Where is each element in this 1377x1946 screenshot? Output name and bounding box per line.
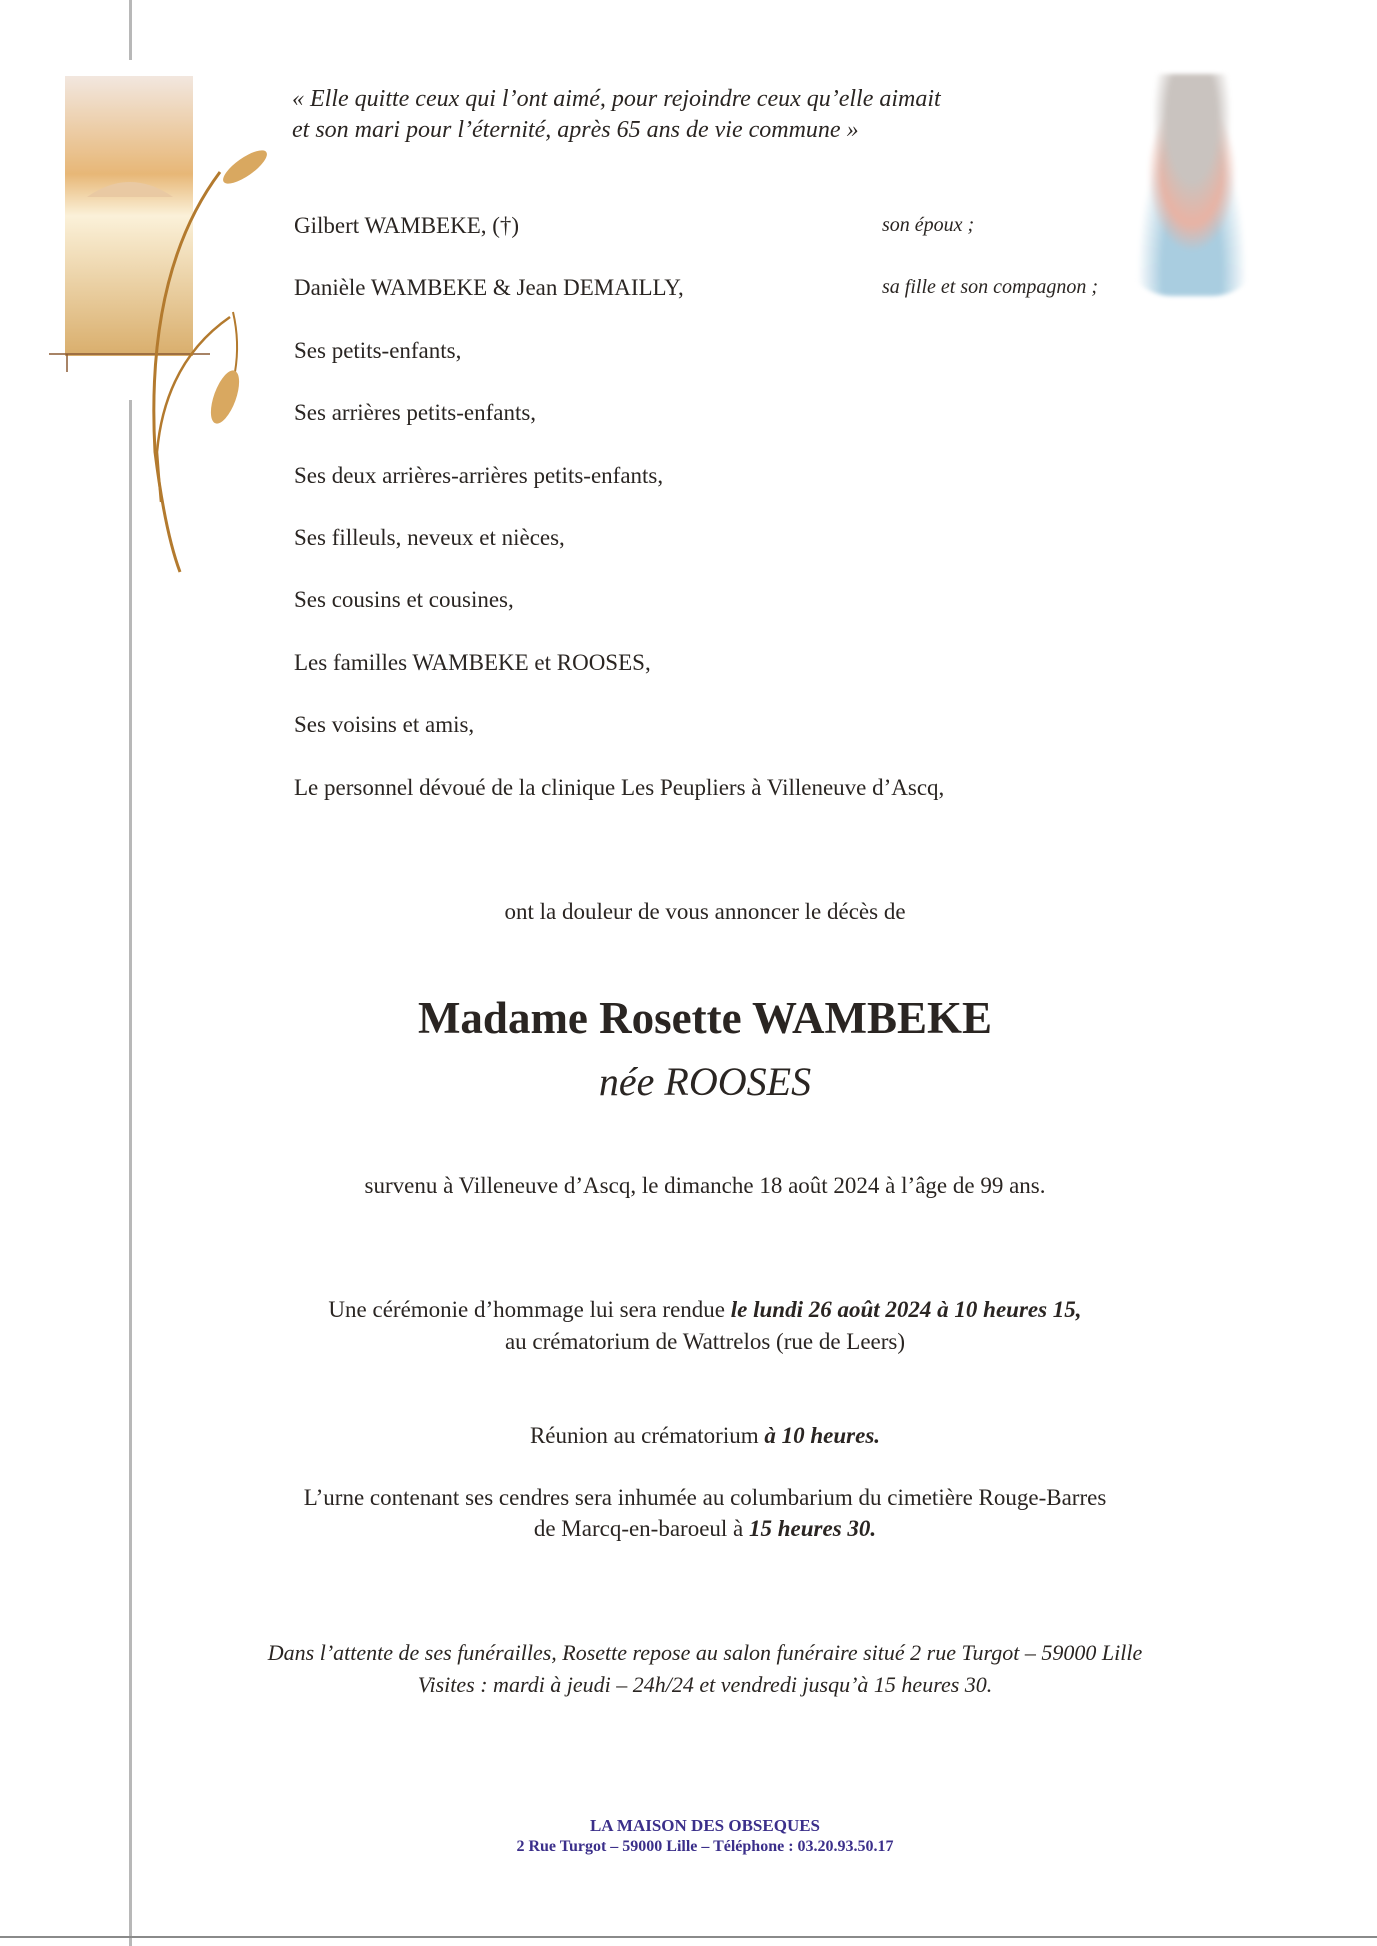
urn-time: 15 heures 30. — [749, 1516, 877, 1541]
family-member: Ses cousins et cousines, — [294, 587, 514, 612]
ceremony-text: Une cérémonie d’hommage lui sera rendue — [328, 1297, 731, 1322]
family-member: Le personnel dévoué de la clinique Les Peupliers à Villeneuve d’Ascq, — [294, 775, 945, 800]
visits-line-2: Visites : mardi à jeudi – 24h/24 et vendredi jusqu’à 15 heures 30. — [417, 1672, 993, 1697]
urn-line-2 — [0, 1516, 1377, 1542]
family-member: Ses deux arrières-arrières petits-enfants, — [294, 463, 664, 488]
quote-line: et son mari pour l’éternité, après 65 ans de vie commune » — [292, 117, 859, 143]
family-member: Gilbert WAMBEKE, (†) — [294, 213, 520, 238]
ceremony-date: le lundi 26 août 2024 à 10 heures 15, — [730, 1297, 1082, 1322]
family-relation: sa fille et son compagnon ; — [882, 276, 1099, 298]
maiden-name: née ROOSES — [598, 1059, 812, 1104]
family-member: Ses filleuls, neveux et nièces, — [294, 525, 565, 550]
funeral-home-name: LA MAISON DES OBSEQUES — [589, 1816, 821, 1835]
family-member: Danièle WAMBEKE & Jean DEMAILLY, — [294, 275, 684, 300]
deceased-name: Madame Rosette WAMBEKE — [417, 993, 993, 1043]
meeting-line — [0, 1423, 1377, 1449]
family-member: Ses voisins et amis, — [294, 712, 475, 737]
quote-line: « Elle quitte ceux qui l’ont aimé, pour rejoindre ceux qu’elle aimait — [292, 86, 941, 112]
ceremony-line — [0, 1297, 1377, 1323]
family-member: Ses arrières petits-enfants, — [294, 400, 537, 425]
visits-line-1: Dans l’attente de ses funérailles, Rosette repose au salon funéraire situé 2 rue Turgot – 59000 Lille — [267, 1640, 1143, 1665]
death-info: survenu à Villeneuve d’Ascq, le dimanche 18 août 2024 à l’âge de 99 ans. — [364, 1173, 1046, 1198]
bottom-rule — [0, 1936, 1377, 1938]
family-relation: son époux ; — [882, 214, 975, 236]
announcement-text: ont la douleur de vous annoncer le décès de — [504, 899, 906, 924]
epitaph-quote — [292, 84, 941, 146]
wheat-illustration — [45, 72, 285, 652]
urn-line-1: L’urne contenant ses cendres sera inhumée au columbarium du cimetière Rouge-Barres — [303, 1485, 1107, 1510]
meeting-text: Réunion au crématorium — [529, 1423, 765, 1448]
family-member: Les familles WAMBEKE et ROOSES, — [294, 650, 651, 675]
portrait-photo — [1122, 74, 1262, 296]
family-member: Ses petits-enfants, — [294, 338, 462, 363]
urn-text: de Marcq-en-baroeul à — [533, 1516, 750, 1541]
ceremony-place: au crématorium de Wattrelos (rue de Leers) — [504, 1329, 906, 1354]
funeral-home-address: 2 Rue Turgot – 59000 Lille – Téléphone : 03.20.93.50.17 — [516, 1838, 894, 1855]
meeting-time: à 10 heures. — [764, 1423, 881, 1448]
